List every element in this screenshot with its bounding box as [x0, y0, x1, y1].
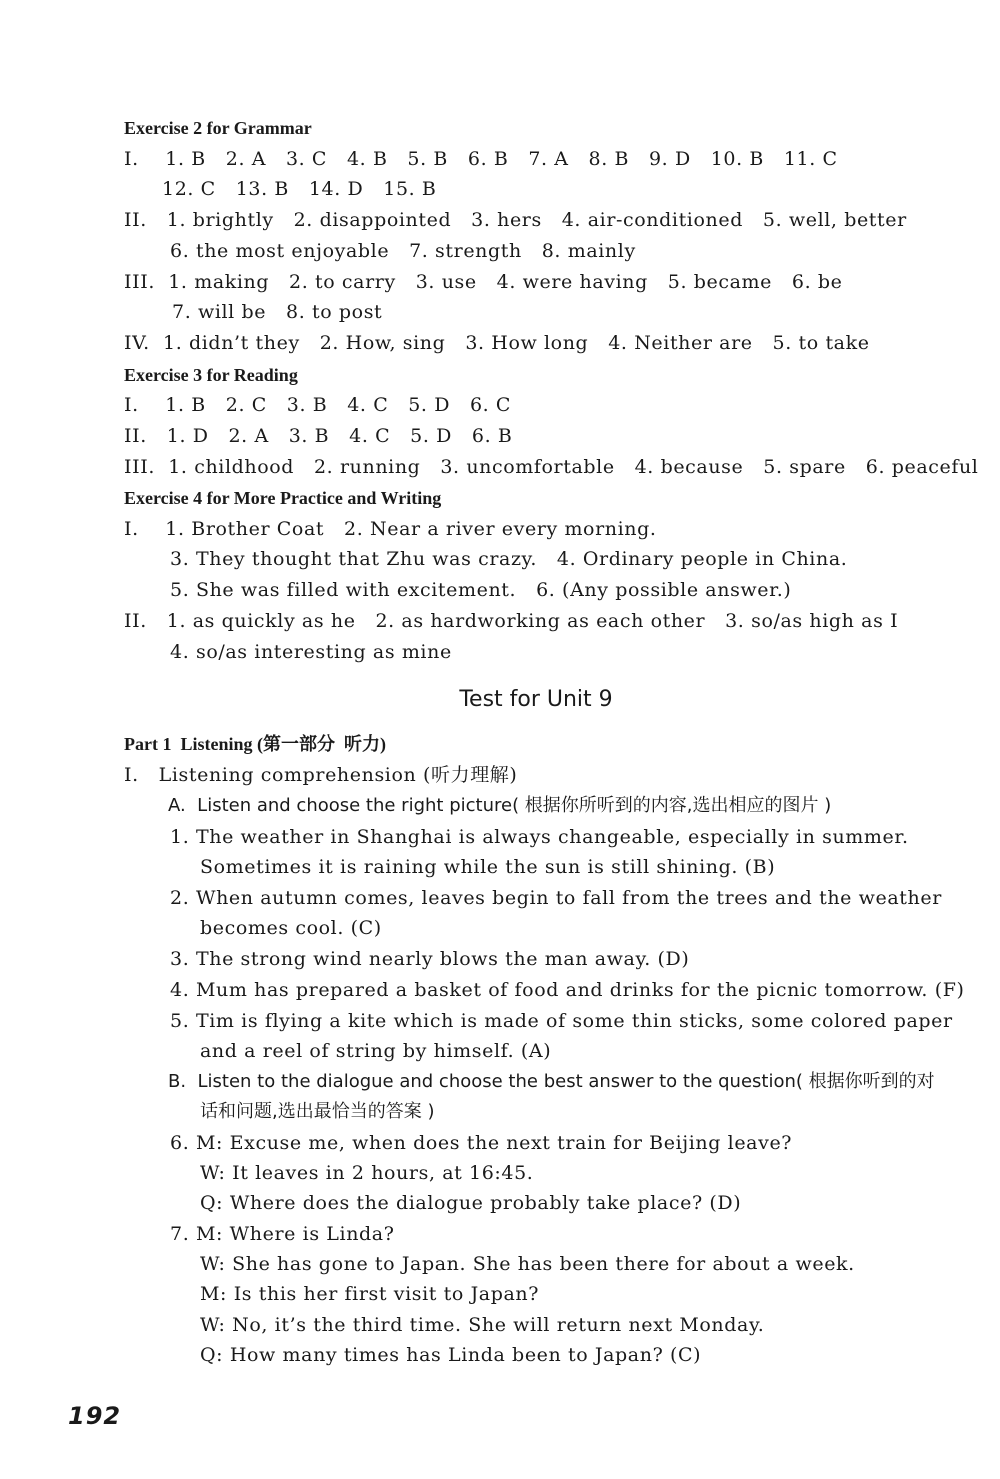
- section-heading: I. Listening comprehension (听力理解): [124, 764, 518, 786]
- answer-line: I. 1. B 2. A 3. C 4. B 5. B 6. B 7. A 8. B 9. D 10. B 11. C: [124, 148, 838, 170]
- part-1-heading: Part 1 Listening (第一部分 听力): [124, 734, 386, 754]
- dialogue-line: Q: Where does the dialogue probably take place? (D): [200, 1192, 742, 1214]
- dialogue-line: W: She has gone to Japan. She has been there for about a week.: [200, 1253, 855, 1275]
- exercise-3-heading: Exercise 3 for Reading: [124, 365, 298, 385]
- dialogue-line: W: No, it’s the third time. She will return next Monday.: [200, 1314, 765, 1336]
- answer-line: III. 1. making 2. to carry 3. use 4. were having 5. became 6. be: [124, 271, 843, 293]
- answer-line: 12. C 13. B 14. D 15. B: [162, 178, 437, 200]
- question-line: 5. Tim is flying a kite which is made of some thin sticks, some colored paper: [170, 1010, 953, 1032]
- dialogue-line: Q: How many times has Linda been to Japan? (C): [200, 1344, 702, 1366]
- answer-line: I. 1. Brother Coat 2. Near a river every morning.: [124, 518, 657, 540]
- exercise-4-heading: Exercise 4 for More Practice and Writing: [124, 488, 442, 508]
- answer-line: 3. They thought that Zhu was crazy. 4. Ordinary people in China.: [170, 548, 848, 570]
- answer-line: III. 1. childhood 2. running 3. uncomfortable 4. because 5. spare 6. peaceful: [124, 456, 979, 478]
- answer-line: II. 1. D 2. A 3. B 4. C 5. D 6. B: [124, 425, 513, 447]
- question-line: 3. The strong wind nearly blows the man away. (D): [170, 948, 690, 970]
- exercise-2-heading: Exercise 2 for Grammar: [124, 118, 312, 138]
- answer-line: IV. 1. didn’t they 2. How, sing 3. How long 4. Neither are 5. to take: [124, 332, 870, 354]
- dialogue-line: M: Is this her first visit to Japan?: [200, 1283, 540, 1305]
- test-title: Test for Unit 9: [459, 687, 613, 712]
- subsection-b-heading: B. Listen to the dialogue and choose the best answer to the question( 根据你听到的对: [168, 1071, 935, 1092]
- question-line: 4. Mum has prepared a basket of food and drinks for the picnic tomorrow. (F): [170, 979, 965, 1001]
- dialogue-line: 6. M: Excuse me, when does the next train for Beijing leave?: [170, 1132, 793, 1154]
- question-line: 1. The weather in Shanghai is always changeable, especially in summer.: [170, 826, 909, 848]
- question-line: becomes cool. (C): [200, 917, 382, 939]
- answer-line: II. 1. brightly 2. disappointed 3. hers 4. air-conditioned 5. well, better: [124, 209, 907, 231]
- answer-line: 6. the most enjoyable 7. strength 8. mainly: [170, 240, 636, 262]
- page-number: 192: [68, 1402, 122, 1430]
- answer-line: I. 1. B 2. C 3. B 4. C 5. D 6. C: [124, 394, 512, 416]
- subsection-b-heading-cont: 话和问题,选出最恰当的答案 ): [200, 1101, 435, 1122]
- answer-line: 4. so/as interesting as mine: [170, 641, 452, 663]
- question-line: Sometimes it is raining while the sun is still shining. (B): [200, 856, 776, 878]
- question-line: and a reel of string by himself. (A): [200, 1040, 552, 1062]
- answer-line: 7. will be 8. to post: [172, 301, 383, 323]
- answer-line: 5. She was filled with excitement. 6. (Any possible answer.): [170, 579, 792, 601]
- answer-line: II. 1. as quickly as he 2. as hardworking as each other 3. so/as high as I: [124, 610, 899, 632]
- question-line: 2. When autumn comes, leaves begin to fall from the trees and the weather: [170, 887, 942, 909]
- dialogue-line: 7. M: Where is Linda?: [170, 1223, 395, 1245]
- dialogue-line: W: It leaves in 2 hours, at 16:45.: [200, 1162, 534, 1184]
- subsection-a-heading: A. Listen and choose the right picture( 根据你所听到的内容,选出相应的图片 ): [168, 795, 832, 816]
